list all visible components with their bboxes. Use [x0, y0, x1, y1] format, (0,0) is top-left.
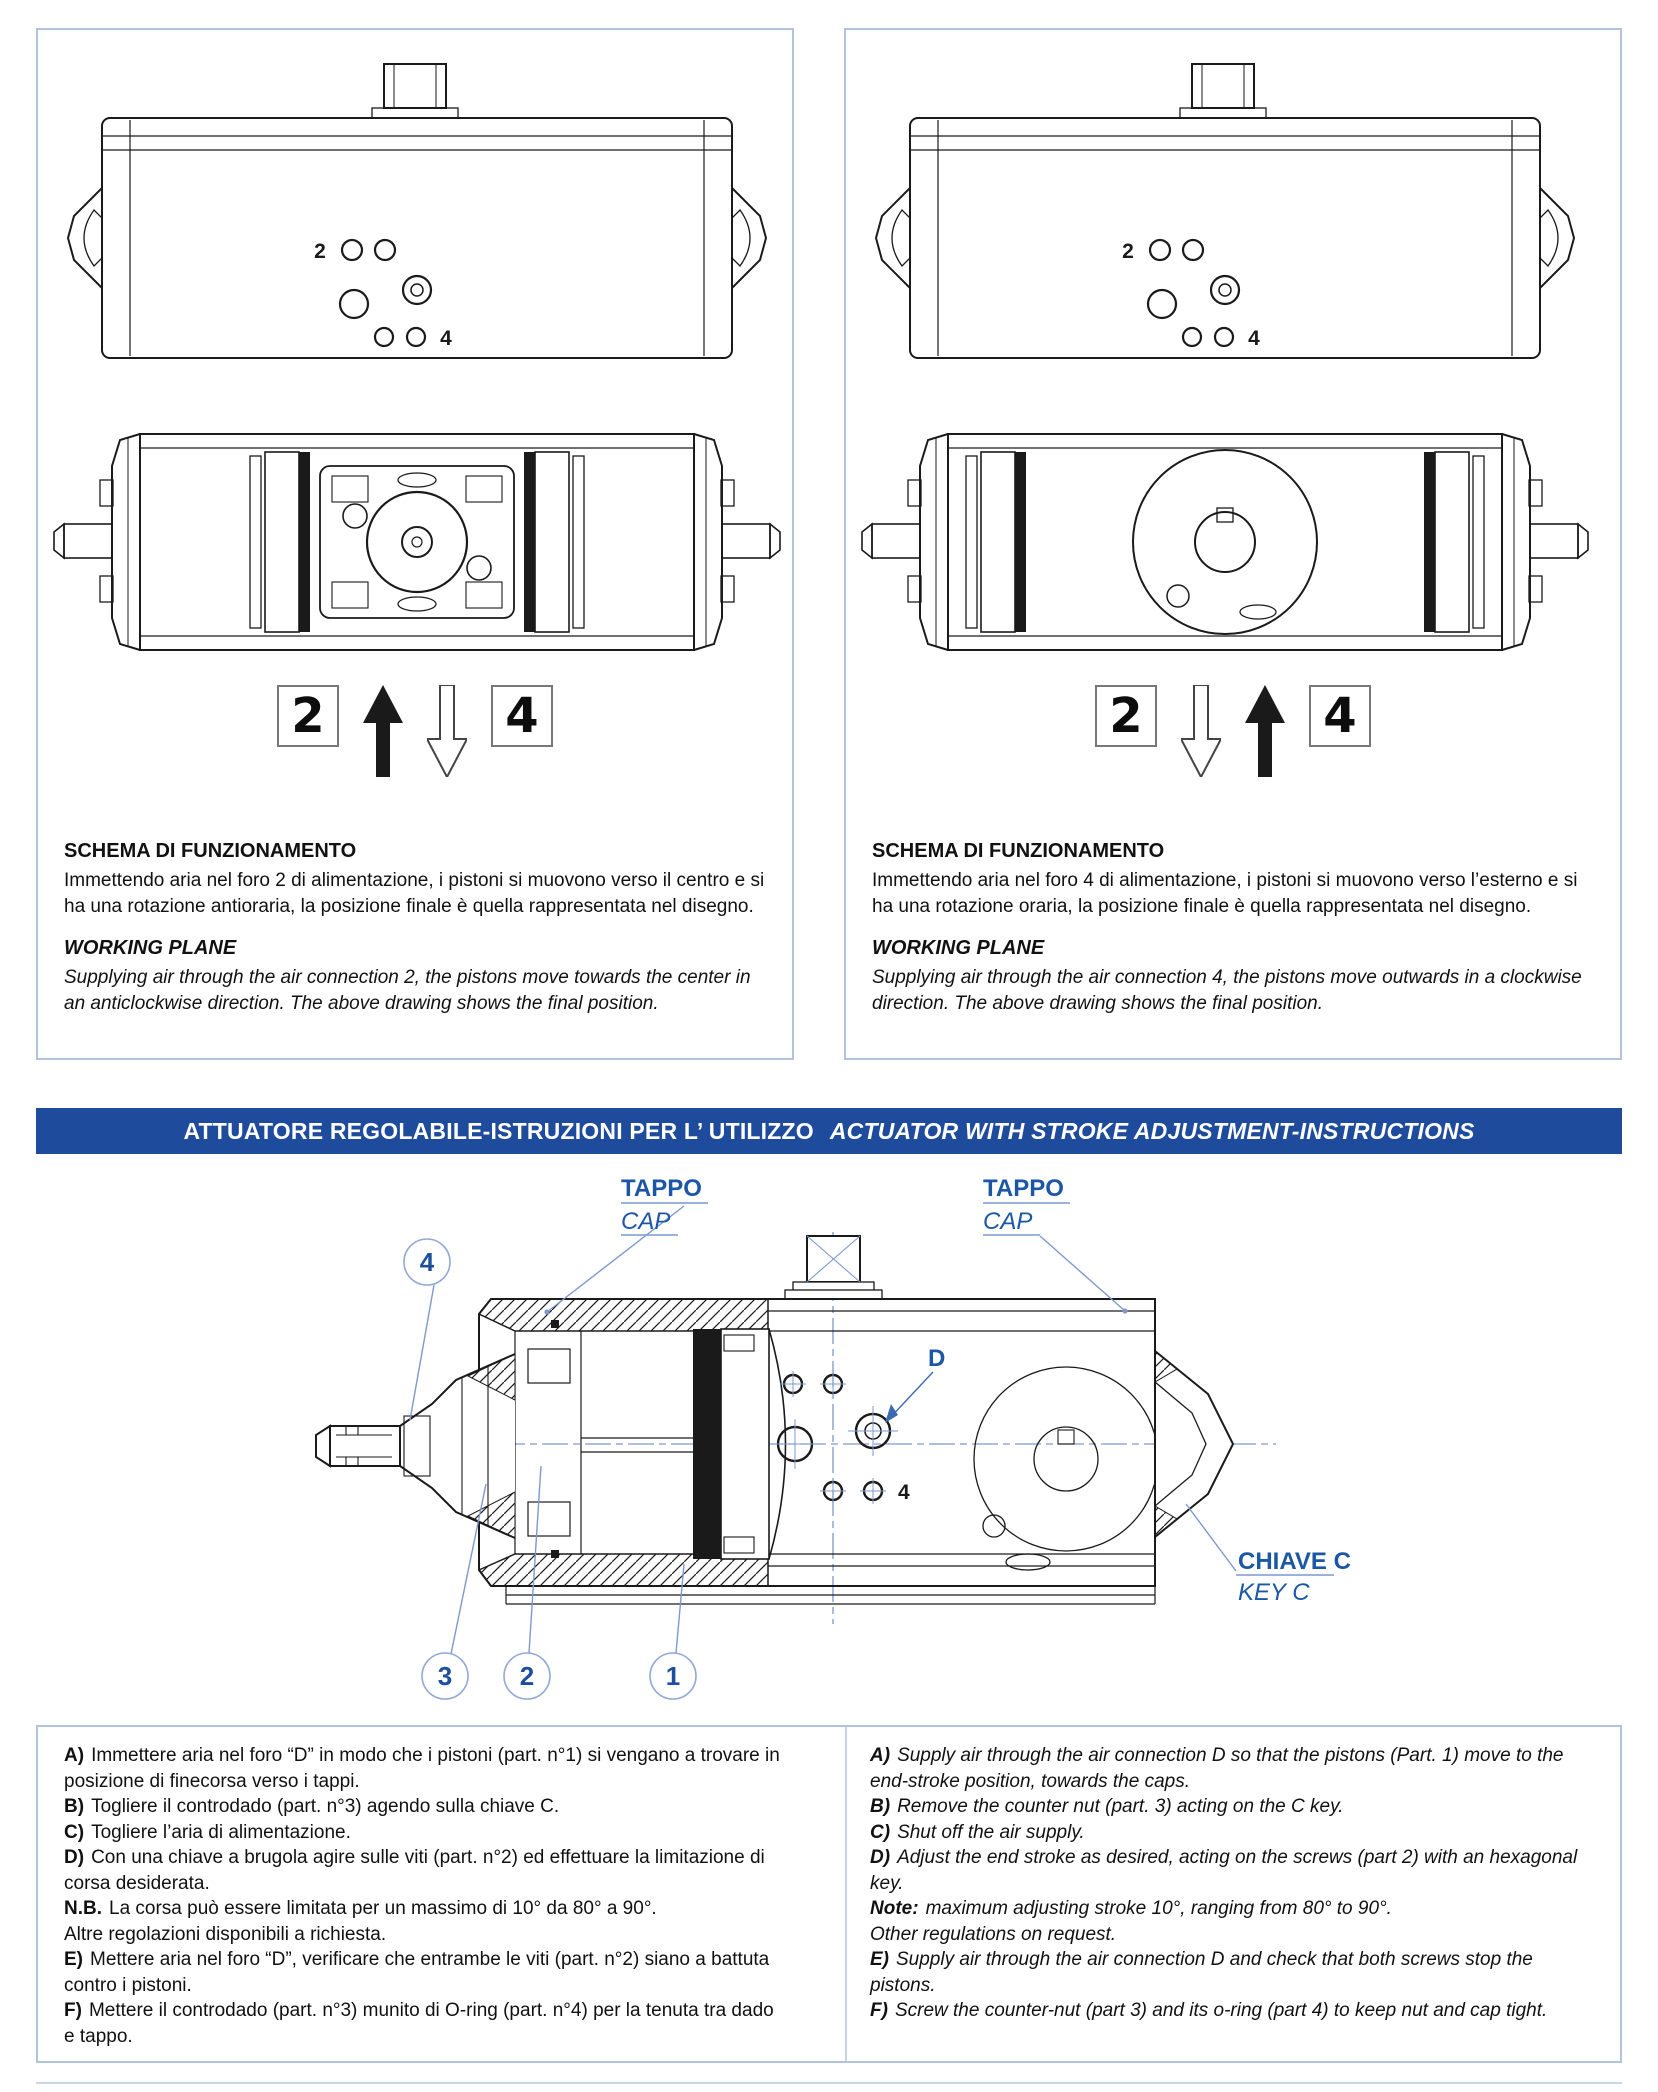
port-2-number: 2 — [291, 688, 325, 744]
panel-airflow-2 — [36, 28, 794, 1060]
port-4-label: 4 — [440, 327, 452, 350]
balloon-part-1: 1 — [665, 1661, 681, 1691]
panel-airflow-4 — [844, 28, 1622, 1060]
instruction-line: F) Mettere il controdado (part. n°3) munito di O-ring (part. n°4) per la tenuta tra dado e tappo. — [64, 2000, 774, 2047]
instruction-line: C) Shut off the air supply. — [870, 1821, 1085, 1843]
working-plane-title: WORKING PLANE — [872, 937, 1045, 959]
actuator-section-drawing-pistons-center — [52, 428, 782, 656]
key-c-label-it: CHIAVE C — [1238, 1548, 1351, 1575]
instruction-line: B) Remove the counter nut (part. 3) acting on the C key. — [870, 1796, 1344, 1817]
port-2-number: 2 — [1109, 688, 1143, 744]
panel-2-text — [64, 840, 772, 1017]
working-plane-body: Supplying air through the air connection 4, the pistons move outwards in a clockwise direction. The above drawing shows the final position. — [872, 967, 1582, 1014]
port-flow-indicators — [846, 685, 1620, 785]
o-ring-seal-bottom — [551, 1550, 559, 1558]
schema-title: SCHEMA DI FUNZIONAMENTO — [872, 840, 1165, 862]
port-2-label: 2 — [1122, 240, 1134, 263]
instructions-box — [36, 1725, 1622, 2063]
cap-right-label-it: TAPPO — [983, 1175, 1064, 1202]
banner-title-english: ACTUATOR WITH STROKE ADJUSTMENT-INSTRUCTIONS — [829, 1117, 1475, 1144]
instruction-line: E) Supply air through the air connection D and check that both screws stop the pistons. — [870, 1949, 1533, 1996]
pinion-rotor — [974, 1367, 1158, 1570]
cap-left-label-en: CAP — [621, 1208, 671, 1235]
footer-divider — [36, 2082, 1622, 2084]
working-plane-title: WORKING PLANE — [64, 937, 237, 959]
instruction-line: A) Immettere aria nel foro “D” in modo che i pistoni (part. n°1) si vengano a trovare in posizione di finecorsa verso i tappi. — [64, 1745, 780, 1792]
instruction-line: C) Togliere l’aria di alimentazione. — [64, 1821, 351, 1843]
port-2-box — [277, 685, 339, 747]
actuator-top-view-drawing — [870, 60, 1580, 360]
balloon-part-4: 4 — [419, 1247, 435, 1277]
instruction-line: N.B. La corsa può essere limitata per un massimo di 10° da 80° a 90°. — [64, 1898, 657, 1919]
o-ring-seal-top — [551, 1320, 559, 1328]
section-banner — [36, 1108, 1622, 1154]
instruction-line: D) Con una chiave a brugola agire sulle viti (part. n°2) ed effettuare la limitazione di corsa desiderata. — [64, 1847, 765, 1894]
key-c-label-en: KEY C — [1238, 1579, 1310, 1606]
schema-title: SCHEMA DI FUNZIONAMENTO — [64, 840, 357, 862]
d-leader-arrow — [885, 1372, 933, 1423]
cap-right-label-en: CAP — [983, 1208, 1033, 1235]
instructions-english — [870, 1743, 1598, 2024]
working-plane-body: Supplying air through the air connection 2, the pistons move towards the center in an anticlockwise direction. The above drawing shows the final position. — [64, 967, 751, 1014]
instruction-line: Altre regolazioni disponibili a richiesta. — [64, 1923, 387, 1945]
schema-body: Immettendo aria nel foro 2 di alimentazione, i pistoni si muovono verso il centro e si ha una rotazione antioraria, la posizione finale è quella rappresentata nel disegno. — [64, 870, 765, 917]
instruction-line: B) Togliere il controdado (part. n°3) agendo sulla chiave C. — [64, 1796, 560, 1817]
instruction-line: E) Mettere aria nel foro “D”, verificare che entrambe le viti (part. n°2) siano a battuta contro i pistoni. — [64, 1949, 770, 1996]
arrow-down-hollow-icon — [1181, 685, 1221, 777]
instruction-line: Other regulations on request. — [870, 1923, 1117, 1945]
schema-body: Immettendo aria nel foro 4 di alimentazione, i pistoni si muovono verso l’esterno e si ha una rotazione oraria, la posizione finale è quella rappresentata nel disegno. — [872, 870, 1578, 917]
banner-title-italian: ATTUATORE REGOLABILE-ISTRUZIONI PER L’ UTILIZZO — [183, 1117, 814, 1144]
actuator-top-view-drawing — [62, 60, 772, 360]
port-2-box — [1095, 685, 1157, 747]
arrow-up-filled-icon — [1245, 685, 1285, 777]
port-4-box — [1309, 685, 1371, 747]
instruction-line: Note: maximum adjusting stroke 10°, ranging from 80° to 90°. — [870, 1898, 1392, 1919]
stroke-adjustment-figure — [36, 1154, 1622, 1724]
instructions-italian — [64, 1743, 780, 2049]
balloon-part-3: 3 — [437, 1661, 453, 1691]
port-4-number: 4 — [505, 688, 539, 744]
port-4-number: 4 — [1323, 688, 1357, 744]
balloon-part-2: 2 — [519, 1661, 535, 1691]
instruction-line: A) Supply air through the air connection D so that the pistons (Part. 1) move to the end-stroke position, towards the caps. — [870, 1745, 1564, 1792]
port-flow-indicators — [38, 685, 792, 785]
arrow-up-filled-icon — [363, 685, 403, 777]
drive-shaft — [785, 1236, 882, 1299]
instruction-line: F) Screw the counter-nut (part 3) and its o-ring (part 4) to keep nut and cap tight. — [870, 2000, 1548, 2021]
actuator-section-drawing-pistons-outward — [860, 428, 1590, 656]
instruction-line: D) Adjust the end stroke as desired, acting on the screws (part 2) with an hexagonal key. — [870, 1847, 1578, 1894]
port-2-label: 2 — [314, 240, 326, 263]
port-4-box — [491, 685, 553, 747]
panel-4-text — [872, 840, 1600, 1017]
hole-4-label: 4 — [898, 1481, 910, 1504]
column-divider — [845, 1727, 847, 2061]
actuator-body-section — [479, 1299, 1155, 1604]
cap-left-label-it: TAPPO — [621, 1175, 702, 1202]
arrow-down-hollow-icon — [427, 685, 467, 777]
right-end-cap — [1155, 1351, 1233, 1537]
left-end-cap — [316, 1354, 515, 1538]
connection-d-label: D — [928, 1345, 946, 1372]
port-4-label: 4 — [1248, 327, 1260, 350]
